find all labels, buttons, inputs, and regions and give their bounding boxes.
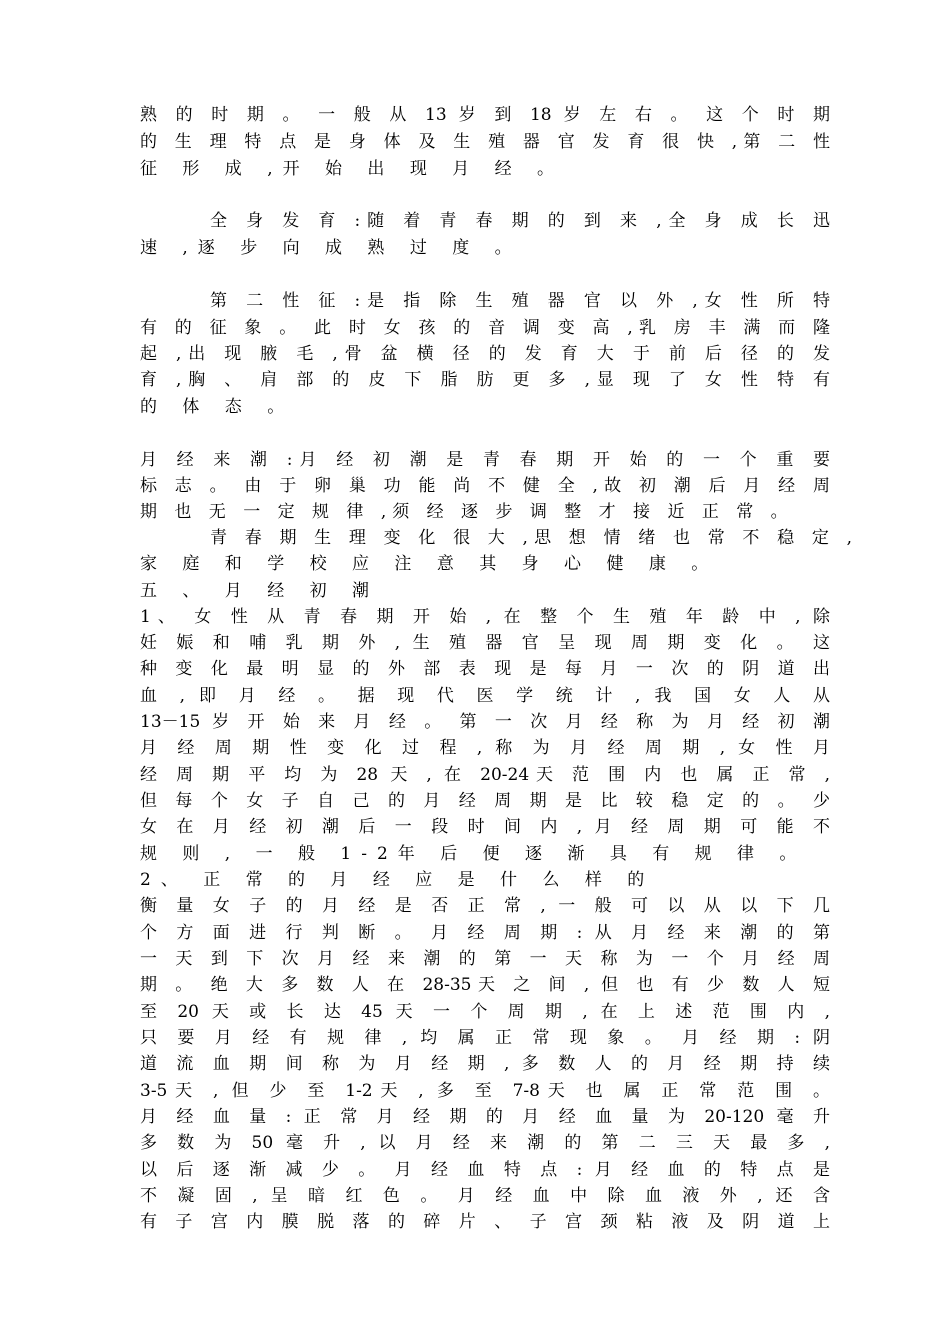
text-line: 至 20 天 或 长 达 45 天 一 个 周 期 , 在 上 述 范 围 内 ,: [140, 1002, 830, 1022]
text-line: 期 。 绝 大 多 数 人 在 28-35天 之 间 , 但 也 有 少 数 人 短: [140, 975, 830, 995]
text-line: 妊 娠 和 哺 乳 期 外 , 生 殖 器 官 呈 现 周 期 变 化 。 这: [140, 633, 830, 653]
text-line: 月 经 来 潮 :月 经 初 潮 是 青 春 期 开 始 的 一 个 重 要: [140, 450, 830, 470]
text-line: 1、 女 性 从 青 春 期 开 始 , 在 整 个 生 殖 年 龄 中 , 除: [140, 607, 830, 627]
text-line: 以 后 逐 渐 减 少 。 月 经 血 特 点 : 月 经 血 的 特 点 是: [140, 1160, 830, 1180]
text-line: 征 形 成 ,开 始 出 现 月 经 。: [140, 159, 565, 179]
text-line: 有 子 宫 内 膜 脱 落 的 碎 片 、 子 宫 颈 粘 液 及 阴 道 上: [140, 1212, 830, 1232]
text-line: 熟 的 时 期 。 一 般 从 13 岁 到 18 岁 左 右 。 这 个 时 期: [140, 105, 830, 125]
text-line: 种 变 化 最 明 显 的 外 部 表 现 是 每 月 一 次 的 阴 道 出: [140, 659, 830, 679]
text-line: 速 ,逐 步 向 成 熟 过 度 。: [140, 238, 522, 258]
text-line: 衡 量 女 子 的 月 经 是 否 正 常 , 一 般 可 以 从 以 下 几: [140, 896, 830, 916]
text-line: 第 二 性 征 :是 指 除 生 殖 器 官 以 外 ,女 性 所 特: [210, 291, 830, 311]
text-line: 全 身 发 育 :随 着 青 春 期 的 到 来 ,全 身 成 长 迅: [210, 211, 830, 231]
text-line: 3-5天 , 但 少 至 1-2天 , 多 至 7-8天 也 属 正 常 范 围 。: [140, 1081, 830, 1101]
text-line: 13－15 岁 开 始 来 月 经 。 第 一 次 月 经 称 为 月 经 初 潮: [140, 712, 831, 732]
text-line: 的 生 理 特 点 是 身 体 及 生 殖 器 官 发 育 很 快 ,第 二 性: [140, 132, 830, 152]
text-line: 女 在 月 经 初 潮 后 一 段 时 间 内 , 月 经 周 期 可 能 不: [140, 817, 830, 837]
text-line: 不 凝 固 , 呈 暗 红 色 。 月 经 血 中 除 血 液 外 , 还 含: [140, 1186, 830, 1206]
text-line: 月 经 血 量 : 正 常 月 经 期 的 月 经 血 量 为 20-120 毫 升: [140, 1107, 830, 1127]
section-heading: 五 、 月 经 初 潮: [140, 581, 380, 601]
text-line: 血 , 即 月 经 。 据 现 代 医 学 统 计 , 我 国 女 人 从: [140, 686, 830, 706]
text-line: 有 的 征 象 。 此 时 女 孩 的 音 调 变 高 ,乳 房 丰 满 而 隆: [140, 318, 830, 338]
text-line: 育 ,胸 、 肩 部 的 皮 下 脂 肪 更 多 ,显 现 了 女 性 特 有: [140, 370, 830, 390]
text-line: 起 ,出 现 腋 毛 ,骨 盆 横 径 的 发 育 大 于 前 后 径 的 发: [140, 344, 830, 364]
text-line: 多 数 为 50 毫 升 , 以 月 经 来 潮 的 第 二 三 天 最 多 ,: [140, 1133, 830, 1153]
text-line: 规 则 , 一 般 1-2年 后 便 逐 渐 具 有 规 律 。: [140, 844, 807, 864]
text-line: 一 天 到 下 次 月 经 来 潮 的 第 一 天 称 为 一 个 月 经 周: [140, 949, 830, 969]
text-line: 青 春 期 生 理 变 化 很 大 ,思 想 情 绪 也 常 不 稳 定 ,: [210, 528, 852, 548]
text-line: 标 志 。 由 于 卵 巢 功 能 尚 不 健 全 ,故 初 潮 后 月 经 周: [140, 476, 830, 496]
text-line: 期 也 无 一 定 规 律 ,须 经 逐 步 调 整 才 接 近 正 常 。: [140, 502, 794, 522]
text-line: 但 每 个 女 子 自 己 的 月 经 周 期 是 比 较 稳 定 的 。 少: [140, 791, 830, 811]
text-line: 家 庭 和 学 校 应 注 意 其 身 心 健 康 。: [140, 554, 719, 574]
text-line: 月 经 周 期 性 变 化 过 程 , 称 为 月 经 周 期 , 女 性 月: [140, 738, 830, 758]
text-line: 的 体 态 。: [140, 397, 295, 417]
text-line: 只 要 月 经 有 规 律 , 均 属 正 常 现 象 。 月 经 期 : 阴: [140, 1028, 830, 1048]
text-line: 个 方 面 进 行 判 断 。 月 经 周 期 : 从 月 经 来 潮 的 第: [140, 923, 830, 943]
text-line: 经 周 期 平 均 为 28 天 , 在 20-24天 范 围 内 也 属 正 常 ,: [140, 765, 830, 785]
text-line: 道 流 血 期 间 称 为 月 经 期 , 多 数 人 的 月 经 期 持 续: [140, 1054, 830, 1074]
section-heading: 2、 正 常 的 月 经 应 是 什 么 样 的: [140, 870, 655, 890]
